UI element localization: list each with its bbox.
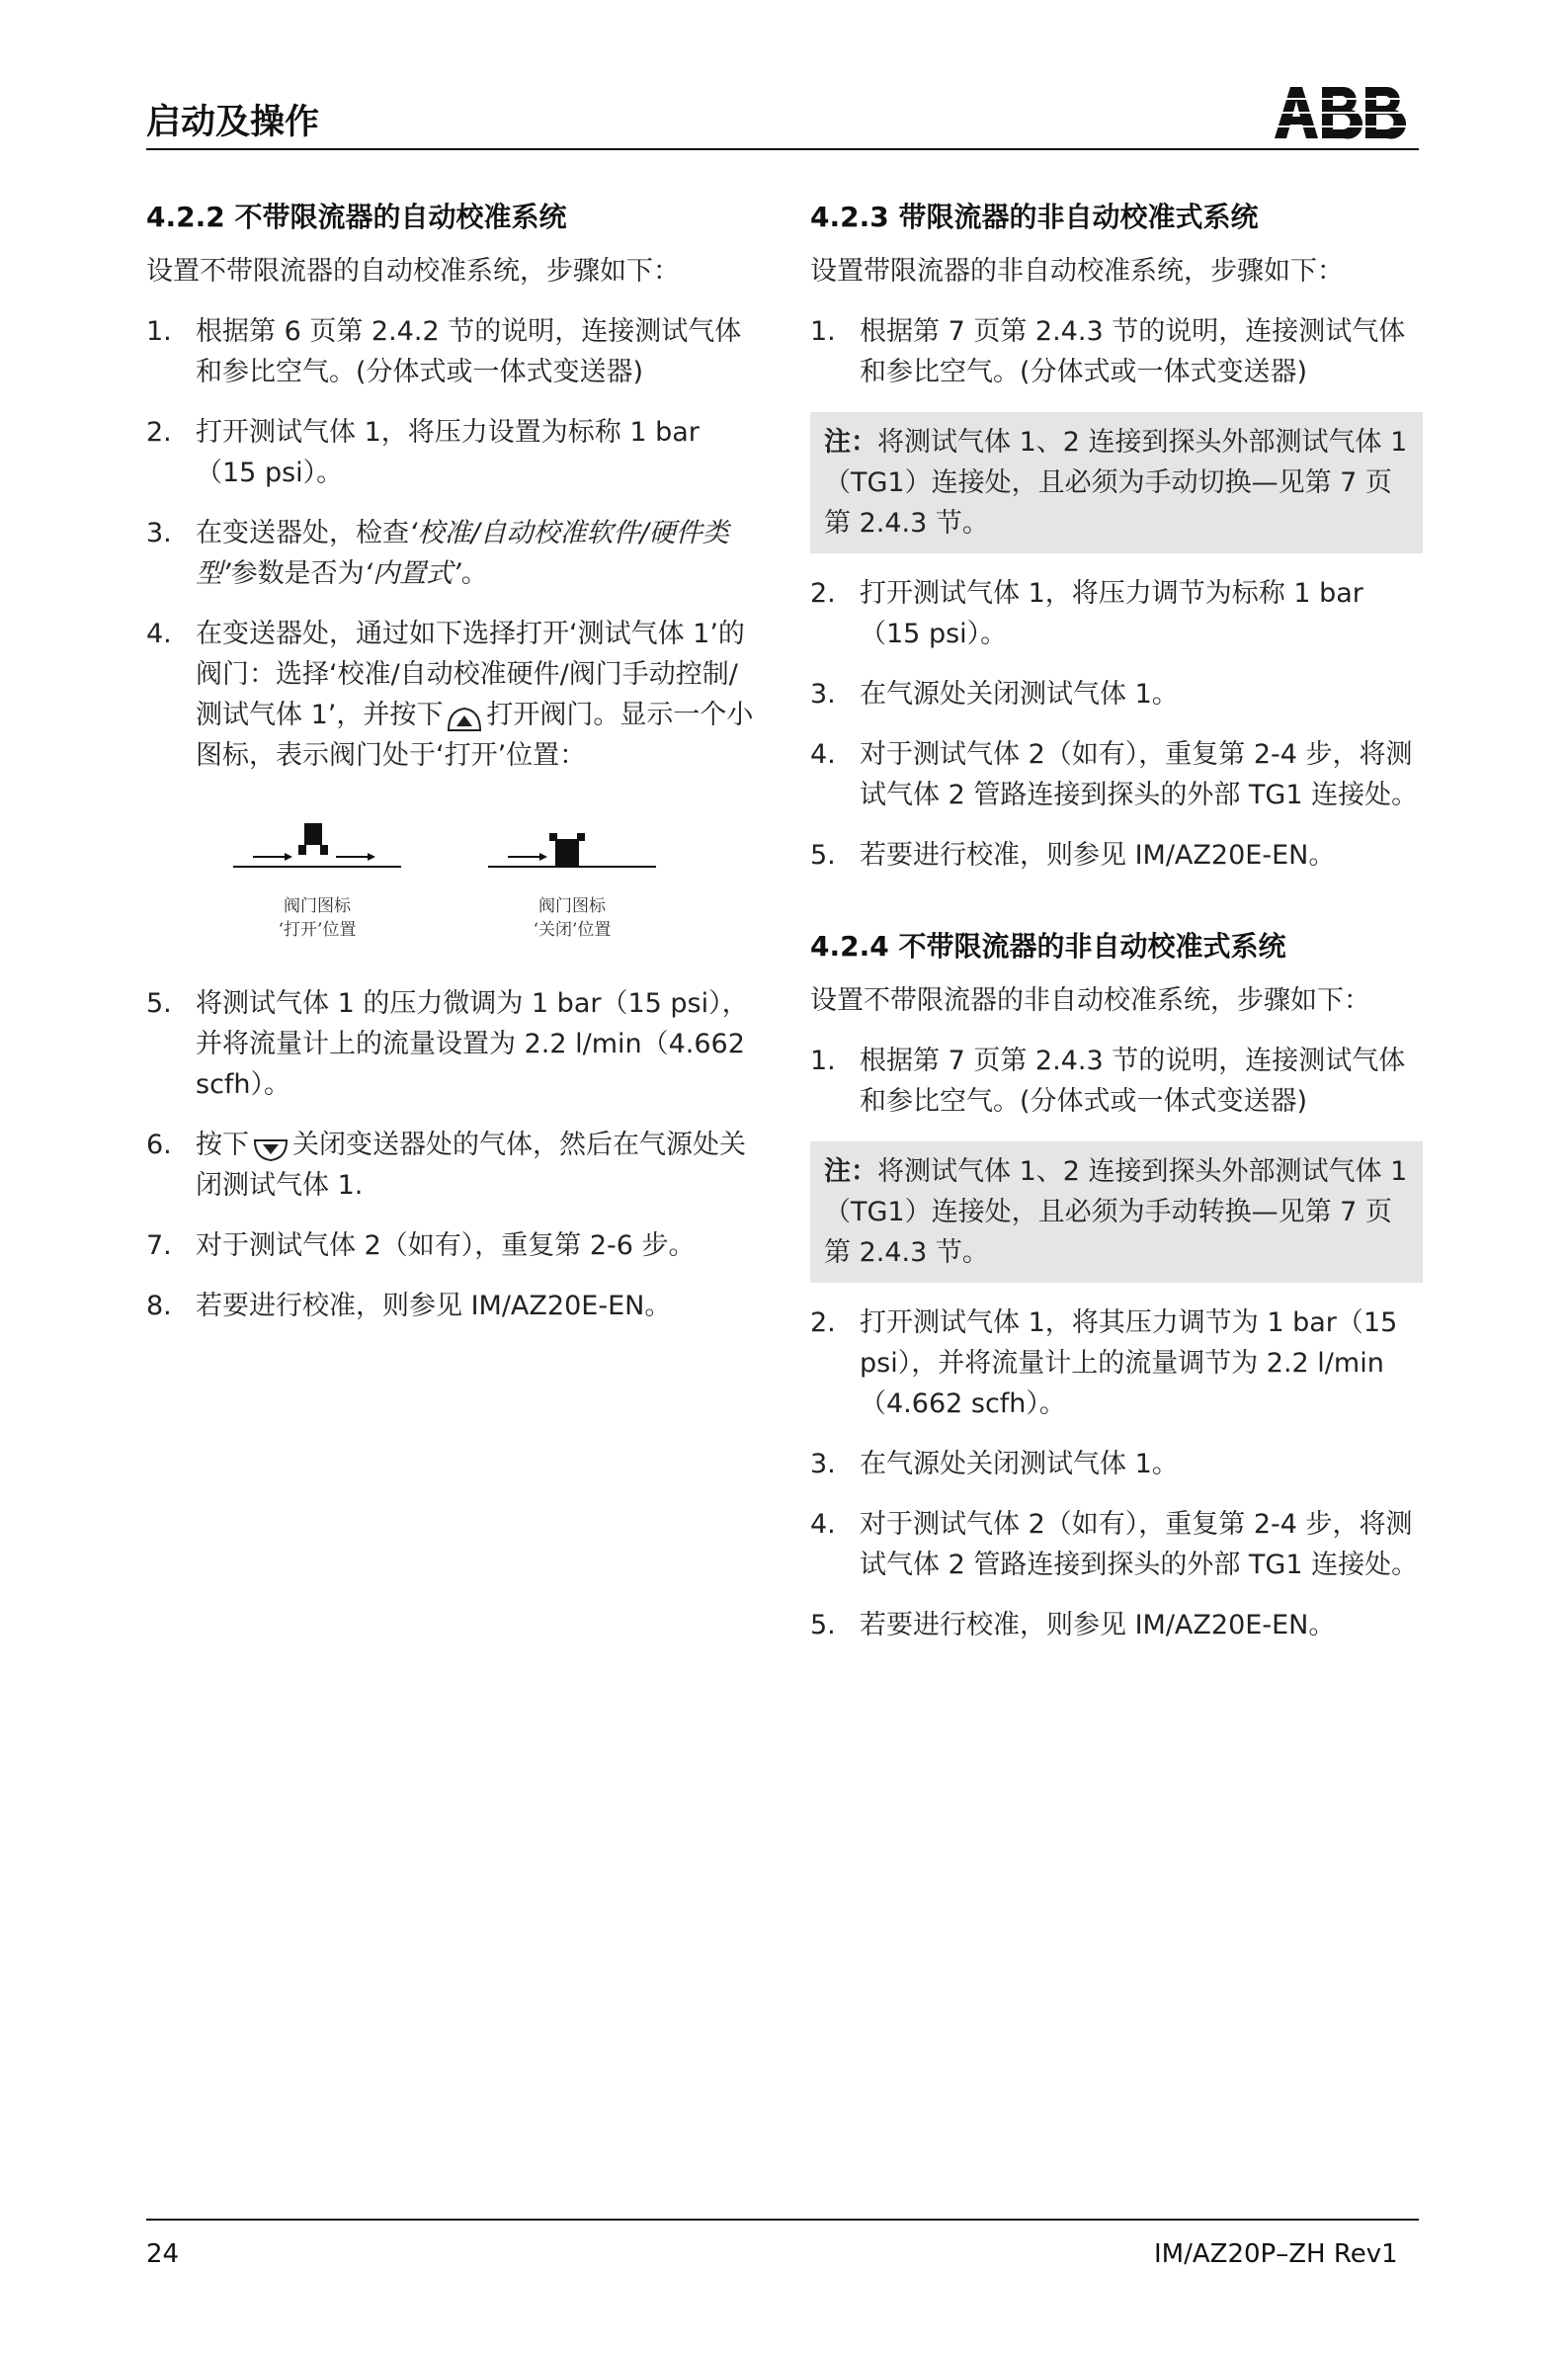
step-text: 根据第 6 页第 2.4.2 节的说明，连接测试气体和参比空气。(分体式或一体式变送器) (196, 316, 742, 387)
document-code: IM/AZ20P–ZH Rev1 (1154, 2239, 1398, 2269)
step-text (196, 614, 759, 776)
valve-icon-figure (146, 796, 759, 964)
footer-rule (146, 2219, 1419, 2221)
page-header-title: 启动及操作 (146, 102, 320, 142)
list-item (146, 412, 759, 493)
step-text-part: 参数是否为 (230, 558, 365, 589)
step-text: 打开测试气体 1，将压力调节为标称 1 bar（15 psi）。 (860, 578, 1363, 649)
step-number: 4. (810, 739, 836, 770)
step-text: 打开测试气体 1，将其压力调节为 1 bar（15 psi），并将流量计上的流量调节为 2.2 l/min（4.662 scfh）。 (860, 1307, 1398, 1419)
step-number: 7. (146, 1230, 172, 1261)
step-number: 6. (146, 1130, 172, 1160)
left-column (146, 198, 759, 1346)
note-box (810, 1141, 1423, 1283)
step-text-part: 。 (460, 558, 488, 589)
list-item (810, 573, 1423, 654)
valve-caption-line: ‘关闭’位置 (533, 920, 612, 940)
up-key-icon (447, 704, 482, 729)
valve-caption-line: 阀门图标 (538, 896, 606, 916)
step-text: 在气源处关闭测试气体 1。 (860, 1449, 1179, 1479)
parameter-path: ‘校准/自动校准软件/硬件类型’ (196, 518, 729, 589)
step-text: 根据第 7 页第 2.4.3 节的说明，连接测试气体和参比空气。(分体式或一体式变送器) (860, 1046, 1406, 1117)
note-label: 注： (824, 1156, 877, 1187)
page-number: 24 (146, 2239, 180, 2269)
abb-logo (1271, 83, 1417, 140)
step-number: 3. (810, 679, 836, 710)
section-intro: 设置不带限流器的非自动校准系统，步骤如下： (810, 985, 1370, 1016)
valve-caption-line: 阀门图标 (284, 896, 351, 916)
step-number: 3. (810, 1449, 836, 1479)
list-item (810, 1605, 1423, 1645)
valve-closed-icon (488, 796, 656, 964)
abb-logo-graphic (1271, 83, 1417, 140)
parameter-value: ‘内置式’ (364, 558, 461, 589)
step-text: 若要进行校准，则参见 IM/AZ20E-EN。 (860, 1610, 1336, 1640)
step-number: 5. (146, 988, 172, 1019)
valve-closed-caption (488, 894, 656, 942)
step-number: 3. (146, 518, 172, 548)
list-item (810, 835, 1423, 876)
step-text: 在气源处关闭测试气体 1。 (860, 679, 1179, 710)
section-intro: 设置带限流器的非自动校准系统，步骤如下： (810, 256, 1344, 287)
list-item (146, 513, 759, 594)
list-item (146, 311, 759, 392)
step-text-part: 打开阀门。显示一个小图标，表示阀门处于‘打开’位置： (196, 700, 754, 771)
step-number: 5. (810, 840, 836, 871)
list-item (810, 1504, 1423, 1585)
section-title-4-2-4: 4.2.4 不带限流器的非自动校准式系统 (810, 930, 1286, 963)
step-number: 2. (810, 1307, 836, 1338)
step-number: 5. (810, 1610, 836, 1640)
list-item (810, 1041, 1423, 1122)
step-number: 1. (146, 316, 172, 347)
list-item (810, 734, 1423, 815)
note-label: 注： (824, 427, 877, 458)
header-rule (146, 148, 1419, 150)
step-number: 4. (810, 1509, 836, 1540)
step-text: 若要进行校准，则参见 IM/AZ20E-EN。 (860, 840, 1336, 871)
list-item (146, 1225, 759, 1266)
valve-open-icon (233, 796, 401, 964)
step-text: 将测试气体 1 的压力微调为 1 bar（15 psi），并将流量计上的流量设置为 2.2 l/min（4.662 scfh）。 (196, 988, 749, 1100)
step-text: 根据第 7 页第 2.4.3 节的说明，连接测试气体和参比空气。(分体式或一体式变送器) (860, 316, 1406, 387)
list-item (810, 311, 1423, 392)
step-number: 8. (146, 1291, 172, 1321)
step-number: 2. (810, 578, 836, 609)
note-text: 将测试气体 1、2 连接到探头外部测试气体 1（TG1）连接处，且必须为手动切换—见第 7 页第 2.4.3 节。 (824, 427, 1408, 539)
step-text: 对于测试气体 2（如有），重复第 2-4 步，将测试气体 2 管路连接到探头的外部 TG1 连接处。 (860, 1509, 1419, 1580)
note-text: 将测试气体 1、2 连接到探头外部测试气体 1（TG1）连接处，且必须为手动转换—见第 7 页第 2.4.3 节。 (824, 1156, 1408, 1268)
section-intro: 设置不带限流器的自动校准系统，步骤如下： (146, 256, 680, 287)
step-text: 打开测试气体 1，将压力设置为标称 1 bar（15 psi）。 (196, 417, 700, 488)
step-text (196, 513, 759, 594)
list-item (810, 674, 1423, 714)
section-title-4-2-3: 4.2.3 带限流器的非自动校准式系统 (810, 201, 1259, 233)
valve-open-caption (233, 894, 401, 942)
section-title-4-2-2: 4.2.2 不带限流器的自动校准系统 (146, 201, 567, 233)
step-text-part: 在变送器处，通过如下选择打开‘测试气体 1’的阀门：选择‘校准/自动校准硬件/阀门手动控制/测试气体 1’，并按下 (196, 619, 745, 730)
list-item (146, 983, 759, 1105)
step-number: 2. (146, 417, 172, 448)
step-number: 1. (810, 1046, 836, 1076)
down-key-icon (253, 1134, 289, 1159)
list-item (146, 1286, 759, 1326)
list-item (810, 1444, 1423, 1484)
step-text-part: 在变送器处，检查 (196, 518, 409, 548)
note-box (810, 412, 1423, 553)
step-text (196, 1125, 759, 1206)
step-number: 4. (146, 619, 172, 649)
step-text: 对于测试气体 2（如有），重复第 2-6 步。 (196, 1230, 696, 1261)
valve-caption-line: ‘打开’位置 (278, 920, 357, 940)
list-item (146, 1125, 759, 1206)
step-text: 对于测试气体 2（如有），重复第 2-4 步，将测试气体 2 管路连接到探头的外部 TG1 连接处。 (860, 739, 1419, 810)
list-item (146, 614, 759, 776)
right-column (810, 198, 1423, 1665)
step-number: 1. (810, 316, 836, 347)
list-item (810, 1303, 1423, 1424)
step-text-part: 关闭变送器处的气体，然后在气源处关闭测试气体 1. (196, 1130, 746, 1201)
step-text-part: 按下 (196, 1130, 249, 1160)
step-text: 若要进行校准，则参见 IM/AZ20E-EN。 (196, 1291, 672, 1321)
